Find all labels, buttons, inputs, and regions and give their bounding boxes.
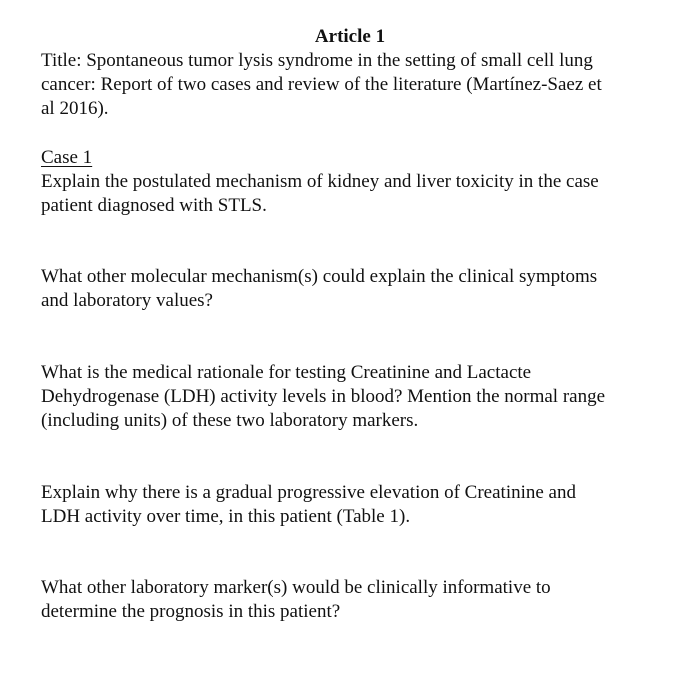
question-line: Dehydrogenase (LDH) activity levels in blood? Mention the normal range bbox=[41, 386, 606, 407]
question-line: LDH activity over time, in this patient (Table 1). bbox=[41, 506, 411, 527]
article-title-line: Title: Spontaneous tumor lysis syndrome in the setting of small cell lung bbox=[41, 50, 593, 71]
question-line: determine the prognosis in this patient? bbox=[41, 601, 341, 622]
article-title-line: cancer: Report of two cases and review of the literature (Martínez-Saez et bbox=[41, 74, 602, 95]
question-line: What is the medical rationale for testing Creatinine and Lactacte bbox=[41, 362, 532, 383]
question-line: What other laboratory marker(s) would be clinically informative to bbox=[41, 577, 551, 598]
case-label: Case 1 bbox=[41, 147, 93, 168]
question-3 bbox=[41, 361, 661, 433]
question-line: and laboratory values? bbox=[41, 290, 213, 311]
question-4 bbox=[41, 481, 661, 529]
question-2 bbox=[41, 265, 661, 313]
question-line: patient diagnosed with STLS. bbox=[41, 195, 267, 216]
article-title bbox=[41, 49, 661, 121]
article-title-line: al 2016). bbox=[41, 98, 109, 119]
question-line: Explain why there is a gradual progressive elevation of Creatinine and bbox=[41, 482, 576, 503]
question-5 bbox=[41, 576, 661, 624]
question-1 bbox=[41, 170, 661, 218]
question-line: (including units) of these two laboratory markers. bbox=[41, 410, 419, 431]
question-line: What other molecular mechanism(s) could explain the clinical symptoms bbox=[41, 266, 598, 287]
question-line: Explain the postulated mechanism of kidney and liver toxicity in the case bbox=[41, 171, 599, 192]
article-heading: Article 1 bbox=[314, 26, 386, 47]
